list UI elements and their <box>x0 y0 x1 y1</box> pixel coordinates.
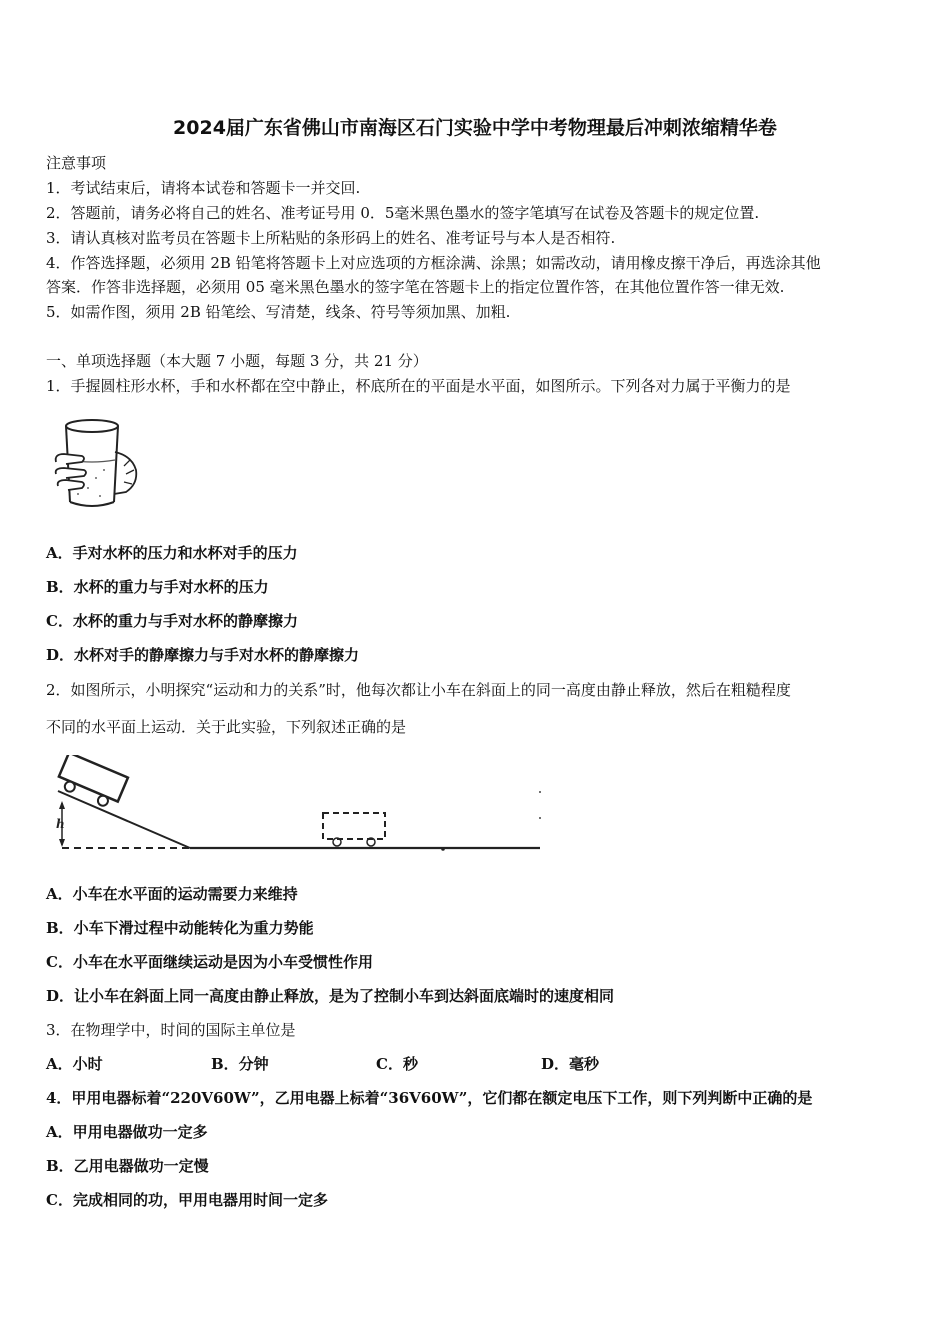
question-2-option: D．让小车在斜面上同一高度由静止释放，是为了控制小车到达斜面底端时的速度相同 <box>46 987 615 1005</box>
exam-title: 2024届广东省佛山市南海区石门实验中学中考物理最后冲刺浓缩精华卷 <box>173 117 777 139</box>
cup-in-hand-figure <box>52 414 147 514</box>
question-1-option: A．手对水杯的压力和水杯对手的压力 <box>46 544 298 562</box>
notice-item: 1．考试结束后，请将本试卷和答题卡一并交回. <box>46 179 361 197</box>
height-label: h <box>56 817 65 831</box>
question-4-option: A．甲用电器做功一定多 <box>46 1123 208 1141</box>
question-1-option: C．水杯的重力与手对水杯的静摩擦力 <box>46 612 298 630</box>
question-1-stem: 1．手握圆柱形水杯，手和水杯都在空中静止，杯底所在的平面是水平面，如图所示。下列各对力属于平衡力的是 <box>46 377 791 395</box>
question-2-option: A．小车在水平面的运动需要力来维持 <box>46 885 298 903</box>
question-4-stem: 4．甲用电器标着“220V60W”，乙用电器上标着“36V60W”，它们都在额定电压下工作，则下列判断中正确的是 <box>46 1089 813 1107</box>
question-2-stem: 2．如图所示，小明探究“运动和力的关系”时，他每次都让小车在斜面上的同一高度由静止释放，然后在粗糙程度 <box>46 681 791 699</box>
question-2-option: C．小车在水平面继续运动是因为小车受惯性作用 <box>46 953 373 971</box>
notice-heading: 注意事项 <box>46 154 107 172</box>
question-4-option: B．乙用电器做功一定慢 <box>46 1157 209 1175</box>
incline-cart-figure <box>50 755 550 860</box>
question-2-stem: 不同的水平面上运动．关于此实验，下列叙述正确的是 <box>46 718 407 736</box>
question-3-option: B．分钟 <box>211 1055 269 1073</box>
question-2-option: B．小车下滑过程中动能转化为重力势能 <box>46 919 314 937</box>
question-1-option: D．水杯对手的静摩擦力与手对水杯的静摩擦力 <box>46 646 360 664</box>
question-1-option: B．水杯的重力与手对水杯的压力 <box>46 578 269 596</box>
notice-item: 3．请认真核对监考员在答题卡上所粘贴的条形码上的姓名、准考证号与本人是否相符. <box>46 229 616 247</box>
section-heading: 一、单项选择题（本大题 7 小题，每题 3 分，共 21 分） <box>46 352 428 370</box>
notice-item: 5．如需作图，须用 2B 铅笔绘、写清楚，线条、符号等须加黑、加粗. <box>46 303 511 321</box>
notice-item: 2．答题前，请务必将自己的姓名、准考证号用 0．5毫米黑色墨水的签字笔填写在试卷及答题卡的规定位置. <box>46 204 760 222</box>
notice-item: 4．作答选择题，必须用 2B 铅笔将答题卡上对应选项的方框涂满、涂黑；如需改动，请用橡皮擦干净后，再选涂其他 <box>46 254 821 272</box>
question-4-option: C．完成相同的功，甲用电器用时间一定多 <box>46 1191 328 1209</box>
question-3-option: D．毫秒 <box>541 1055 600 1073</box>
question-3-option: A．小时 <box>46 1055 103 1073</box>
notice-item: 答案．作答非选择题，必须用 05 毫米黑色墨水的签字笔在答题卡上的指定位置作答，在其他位置作答一律无效. <box>46 278 785 296</box>
question-3-stem: 3．在物理学中，时间的国际主单位是 <box>46 1021 296 1039</box>
question-3-option: C．秒 <box>376 1055 418 1073</box>
